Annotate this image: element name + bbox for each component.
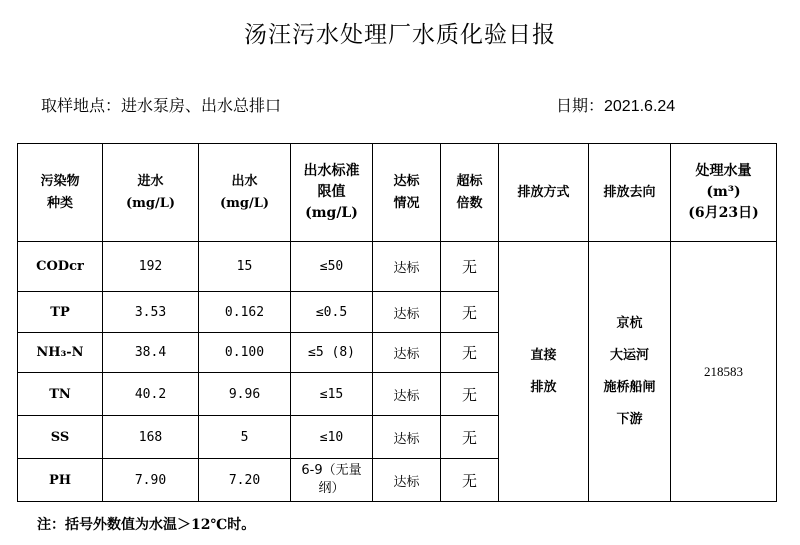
row-effluent: 0.100: [199, 333, 291, 373]
row-influent: 40.2: [103, 373, 199, 416]
row-limit: 6-9（无量 纲）: [291, 459, 373, 502]
row-effluent: 7.20: [199, 459, 291, 502]
header-influent: 进水 (mg/L): [103, 144, 199, 242]
row-param-name: PH: [18, 459, 103, 502]
row-exceed: 无: [441, 459, 499, 502]
row-limit: ≤50: [291, 242, 373, 292]
row-status: 达标: [373, 416, 441, 459]
footnote: 注：括号外数值为水温＞12℃时。: [37, 517, 256, 533]
header-volume: 处理水量 (m³) (6月23日): [671, 144, 777, 242]
row-param-name: NH₃-N: [18, 333, 103, 373]
row-effluent: 9.96: [199, 373, 291, 416]
row-effluent: 15: [199, 242, 291, 292]
row-status: 达标: [373, 459, 441, 502]
sampling-location: 取样地点：进水泵房、出水总排口: [41, 98, 282, 115]
header-pollutant: 污染物 种类: [18, 144, 103, 242]
header-discharge-method: 排放方式: [499, 144, 589, 242]
row-param-name: SS: [18, 416, 103, 459]
row-status: 达标: [373, 373, 441, 416]
row-limit: ≤0.5: [291, 292, 373, 333]
row-limit: ≤5 (8): [291, 333, 373, 373]
row-exceed: 无: [441, 416, 499, 459]
row-status: 达标: [373, 242, 441, 292]
header-effluent: 出水 (mg/L): [199, 144, 291, 242]
row-influent: 7.90: [103, 459, 199, 502]
report-date: 日期：2021.6.24: [556, 98, 676, 115]
row-effluent: 0.162: [199, 292, 291, 333]
row-param-name: TP: [18, 292, 103, 333]
water-quality-table: [17, 143, 777, 502]
row-influent: 38.4: [103, 333, 199, 373]
row-exceed: 无: [441, 373, 499, 416]
row-limit: ≤10: [291, 416, 373, 459]
row-exceed: 无: [441, 242, 499, 292]
header-row: [18, 144, 777, 242]
row-param-name: CODcr: [18, 242, 103, 292]
discharge-method-cell: 直接 排放: [499, 242, 589, 502]
row-param-name: TN: [18, 373, 103, 416]
row-effluent: 5: [199, 416, 291, 459]
row-influent: 192: [103, 242, 199, 292]
report-title: 汤汪污水处理厂水质化验日报: [244, 21, 556, 47]
row-status: 达标: [373, 292, 441, 333]
treated-volume-cell: 218583: [671, 242, 777, 502]
row-exceed: 无: [441, 333, 499, 373]
row-influent: 168: [103, 416, 199, 459]
header-discharge-dest: 排放去向: [589, 144, 671, 242]
header-exceed: 超标 倍数: [441, 144, 499, 242]
header-compliance: 达标 情况: [373, 144, 441, 242]
row-influent: 3.53: [103, 292, 199, 333]
discharge-destination-cell: 京杭 大运河 施桥船闸 下游: [589, 242, 671, 502]
header-limit: 出水标准 限值 (mg/L): [291, 144, 373, 242]
table-row: [18, 242, 777, 292]
row-limit: ≤15: [291, 373, 373, 416]
row-status: 达标: [373, 333, 441, 373]
row-exceed: 无: [441, 292, 499, 333]
